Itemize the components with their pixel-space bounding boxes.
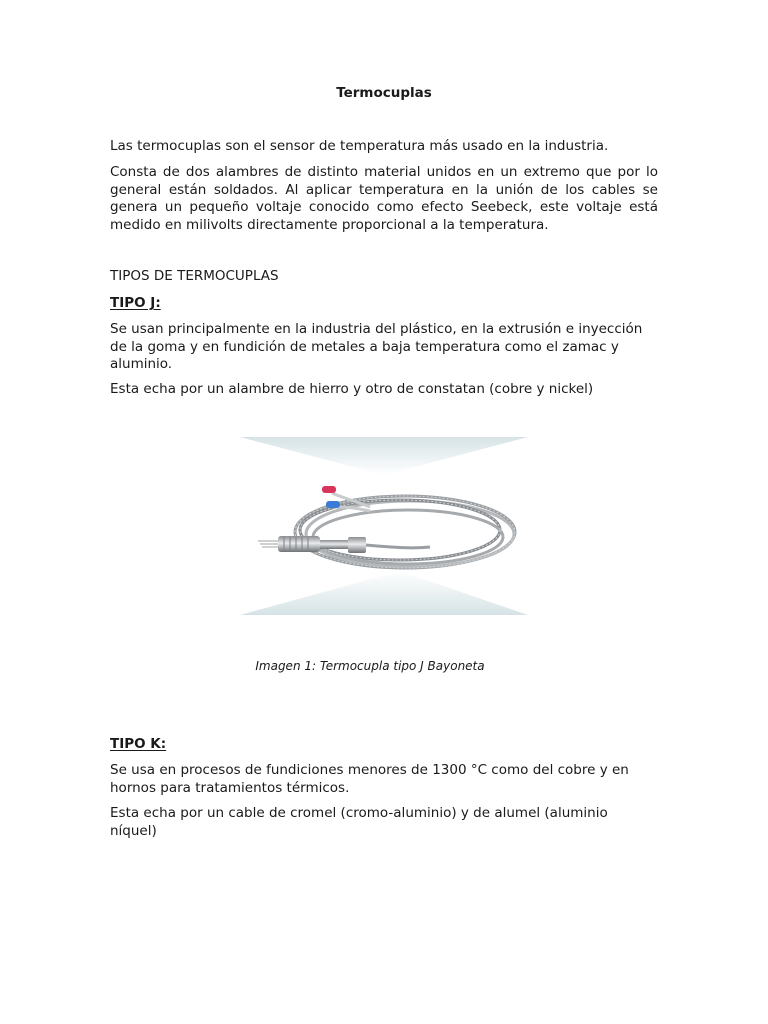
type-k-heading: TIPO K:: [110, 736, 167, 752]
type-j-usage-paragraph: Se usan principalmente en la industria del plástico, en la extrusión e inyección de la goma y en fundición de metales a baja temperatura como el zamac y aluminio.: [110, 321, 643, 372]
document-title: Termocuplas: [336, 85, 432, 101]
types-heading: TIPOS DE TERMOCUPLAS: [110, 268, 279, 284]
thermocouple-image: [240, 437, 528, 615]
intro-paragraph: Las termocuplas son el sensor de temperatura más usado en la industria.: [110, 138, 609, 154]
type-k-composition-paragraph: Esta echa por un cable de cromel (cromo-aluminio) y de alumel (aluminio níquel): [110, 805, 608, 839]
type-j-composition-paragraph: Esta echa por un alambre de hierro y otro de constatan (cobre y nickel): [110, 381, 594, 397]
description-paragraph: Consta de dos alambres de distinto material unidos en un extremo que por lo general están soldados. Al aplicar temperatura en la unión de los cables se genera un pequeño voltaje conocido como efecto Seebeck, este voltaje está medido en milivolts directamente proporcional a la temperatura.: [110, 164, 658, 233]
type-j-heading: TIPO J:: [110, 295, 161, 311]
type-k-usage-paragraph: Se usa en procesos de fundiciones menores de 1300 °C como del cobre y en hornos para tratamientos térmicos.: [110, 762, 629, 796]
image-caption: Imagen 1: Termocupla tipo J Bayoneta: [255, 659, 485, 673]
